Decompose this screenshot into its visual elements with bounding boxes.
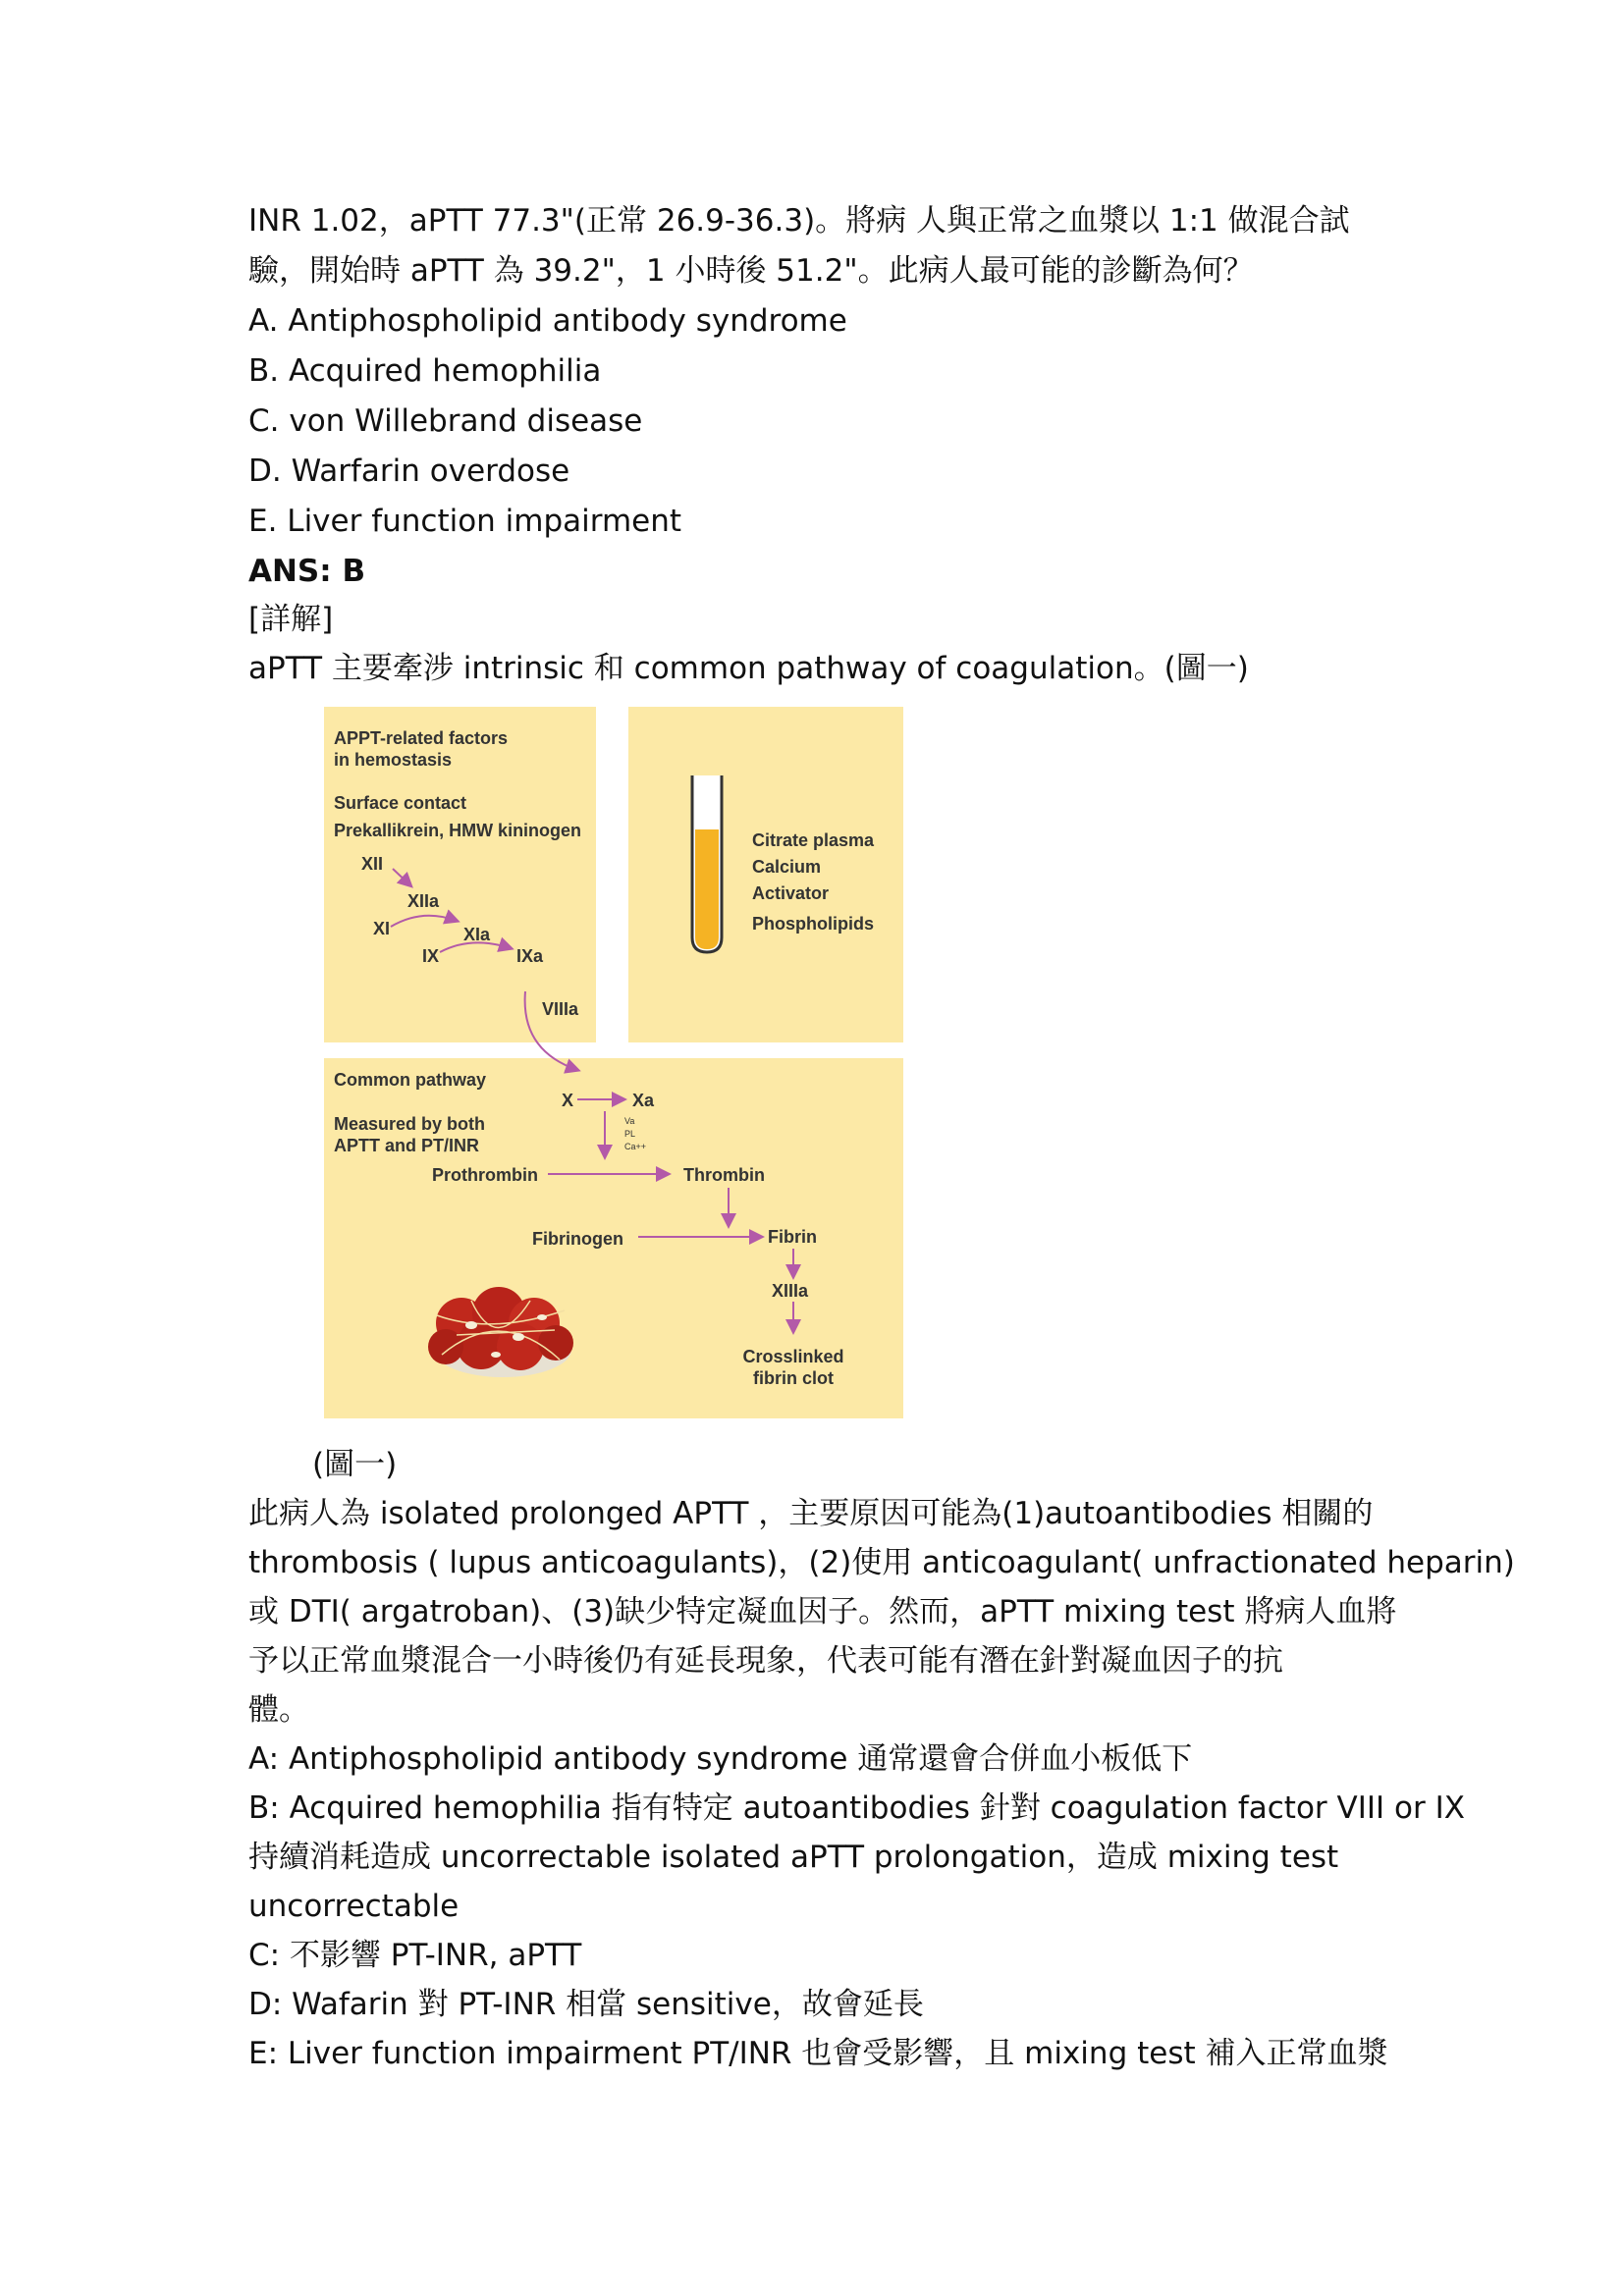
- question-line-1: INR 1.02，aPTT 77.3"(正常 26.9-36.3)。將病 人與正常之血漿以 1:1 做混合試: [248, 203, 1350, 239]
- explain-line-4: 予以正常血漿混合一小時後仍有延長現象，代表可能有潛在針對凝血因子的抗: [248, 1643, 1283, 1679]
- fig-ixa: IXa: [516, 946, 544, 966]
- fig-fibrinogen: Fibrinogen: [532, 1229, 623, 1249]
- option-b: B. Acquired hemophilia: [248, 353, 602, 389]
- fig-xi: XI: [373, 919, 391, 938]
- fig-tube-item-2: Calcium: [752, 857, 822, 877]
- explain-line-10: C: 不影響 PT-INR, aPTT: [248, 1938, 582, 1973]
- fig-surface-2: Prekallikrein, HMW kininogen: [334, 821, 582, 840]
- question-line-2: 驗，開始時 aPTT 為 39.2"，1 小時後 51.2"。此病人最可能的診斷為何？: [248, 253, 1254, 289]
- fig-prothrombin: Prothrombin: [432, 1165, 538, 1185]
- fig-title-2: in hemostasis: [334, 750, 453, 770]
- explain-line-6: A: Antiphospholipid antibody syndrome 通常還會合併血小板低下: [248, 1741, 1193, 1777]
- explain-line-11: D: Wafarin 對 PT-INR 相當 sensitive，故會延長: [248, 1987, 924, 2022]
- fig-clot-1: Crosslinked: [742, 1347, 844, 1366]
- intro-text: aPTT 主要牽涉 intrinsic 和 common pathway of coagulation。(圖一): [248, 651, 1249, 686]
- fig-xia: XIa: [463, 925, 491, 944]
- fig-tube-item-4: Phospholipids: [752, 914, 874, 934]
- fig-thrombin: Thrombin: [683, 1165, 765, 1185]
- explain-line-12: E: Liver function impairment PT/INR 也會受影響，且 mixing test 補入正常血漿: [248, 2036, 1388, 2071]
- explain-line-1: 此病人為 isolated prolonged APTT ，主要原因可能為(1)autoantibodies 相關的: [248, 1496, 1374, 1531]
- option-a: A. Antiphospholipid antibody syndrome: [248, 303, 847, 339]
- fig-xiia: XIIa: [407, 891, 440, 911]
- arrow-xii-xiia: [393, 869, 410, 885]
- fig-surface-1: Surface contact: [334, 793, 467, 813]
- option-d: D. Warfarin overdose: [248, 454, 570, 489]
- figure-caption: (圖一): [312, 1447, 398, 1482]
- fig-xii: XII: [361, 854, 384, 874]
- explain-line-3: 或 DTI( argatroban)、(3)缺少特定凝血因子。然而，aPTT mixing test 將病人血將: [248, 1594, 1397, 1629]
- explain-line-2: thrombosis ( lupus anticoagulants)，(2)使用 anticoagulant( unfractionated heparin): [248, 1545, 1515, 1580]
- fig-fibrin: Fibrin: [768, 1227, 817, 1247]
- fig-x: X: [562, 1091, 574, 1110]
- fig-xa: Xa: [632, 1091, 655, 1110]
- fig-ix: IX: [422, 946, 440, 966]
- option-e: E. Liver function impairment: [248, 504, 682, 539]
- option-c: C. von Willebrand disease: [248, 403, 643, 439]
- answer: ANS: B: [248, 554, 366, 589]
- fig-title-1: APPT-related factors: [334, 728, 509, 748]
- arrow-xi-xia: [391, 916, 457, 927]
- explain-line-7: B: Acquired hemophilia 指有特定 autoantibodies 針對 coagulation factor VIII or IX: [248, 1790, 1465, 1826]
- explain-line-5: 體。: [248, 1692, 309, 1728]
- test-tube-icon: [692, 775, 722, 952]
- fig-pl: PL: [624, 1129, 636, 1139]
- explain-line-9: uncorrectable: [248, 1889, 460, 1924]
- coagulation-figure: [324, 707, 903, 1418]
- fig-clot-2: fibrin clot: [753, 1368, 834, 1388]
- fig-va: Va: [624, 1116, 635, 1126]
- fig-common: Common pathway: [334, 1070, 487, 1090]
- fig-measured-1: Measured by both: [334, 1114, 486, 1134]
- fig-tube-item-3: Activator: [752, 883, 830, 903]
- fig-xiiia: XIIIa: [772, 1281, 809, 1301]
- figure-graphics: [324, 707, 903, 1418]
- explain-line-8: 持續消耗造成 uncorrectable isolated aPTT prolongation，造成 mixing test: [248, 1840, 1339, 1875]
- fig-ca: Ca++: [624, 1142, 647, 1151]
- detail-heading: [詳解]: [248, 602, 334, 637]
- fig-viiia: VIIIa: [542, 999, 579, 1019]
- blood-clot-icon: [428, 1287, 573, 1377]
- fig-tube-item-1: Citrate plasma: [752, 830, 875, 850]
- fig-measured-2: APTT and PT/INR: [334, 1136, 479, 1155]
